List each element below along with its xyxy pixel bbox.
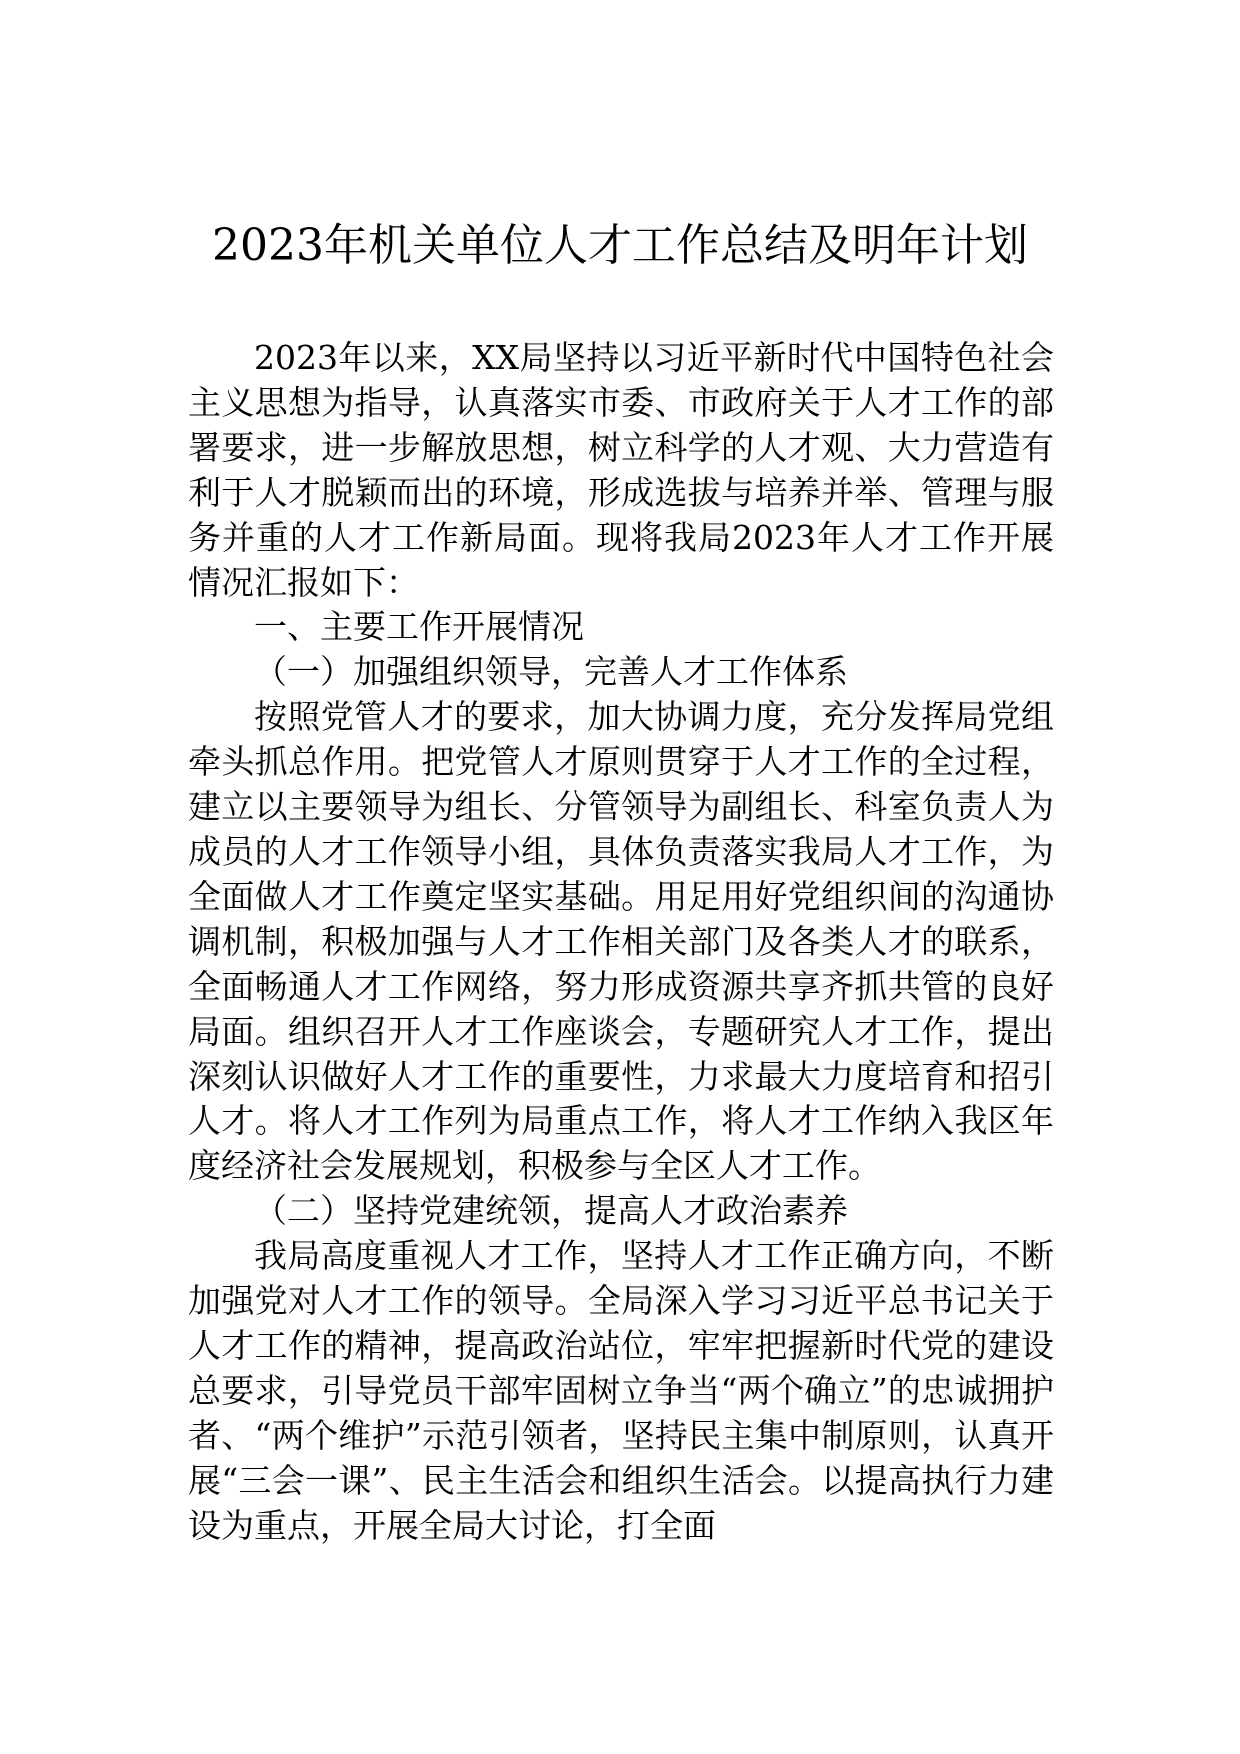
- subsection-paragraph-1: 按照党管人才的要求，加大协调力度，充分发挥局党组牵头抓总作用。把党管人才原则贯穿于人才工作的全过程，建立以主要领导为组长、分管领导为副组长、科室负责人为成员的人才工作领导小组，具体负责落实我局人才工作，为全面做人才工作奠定坚实基础。用足用好党组织间的沟通协调机制，积极加强与人才工作相关部门及各类人才的联系，全面畅通人才工作网络，努力形成资源共享齐抓共管的良好局面。组织召开人才工作座谈会，专题研究人才工作，提出深刻认识做好人才工作的重要性，力求最大力度培育和招引人才。将人才工作列为局重点工作，将人才工作纳入我区年度经济社会发展规划，积极参与全区人才工作。: [188, 697, 1054, 1186]
- subsection-paragraph-2: 我局高度重视人才工作，坚持人才工作正确方向，不断加强党对人才工作的领导。全局深入学习习近平总书记关于人才工作的精神，提高政治站位，牢牢把握新时代党的建设总要求，引导党员干部牢固树立争当“两个确立”的忠诚拥护者、“两个维护”示范引领者，坚持民主集中制原则，认真开展“三会一课”、民主生活会和组织生活会。以提高执行力建设为重点，开展全局大讨论，打全面: [188, 1236, 1054, 1545]
- intro-paragraph: 2023年以来，XX局坚持以习近平新时代中国特色社会主义思想为指导，认真落实市委、市政府关于人才工作的部署要求，进一步解放思想，树立科学的人才观、大力营造有利于人才脱颖而出的环境，形成选拔与培养并举、管理与服务并重的人才工作新局面。现将我局2023年人才工作开展情况汇报如下：: [188, 338, 1054, 602]
- document-title: 2023年机关单位人才工作总结及明年计划: [212, 220, 1028, 271]
- subsection-heading-1: （一）加强组织领导，完善人才工作体系: [254, 652, 848, 692]
- subsection-heading-2: （二）坚持党建统领，提高人才政治素养: [254, 1191, 848, 1231]
- section-heading-1: 一、主要工作开展情况: [254, 607, 584, 647]
- document-body: [188, 336, 1054, 1548]
